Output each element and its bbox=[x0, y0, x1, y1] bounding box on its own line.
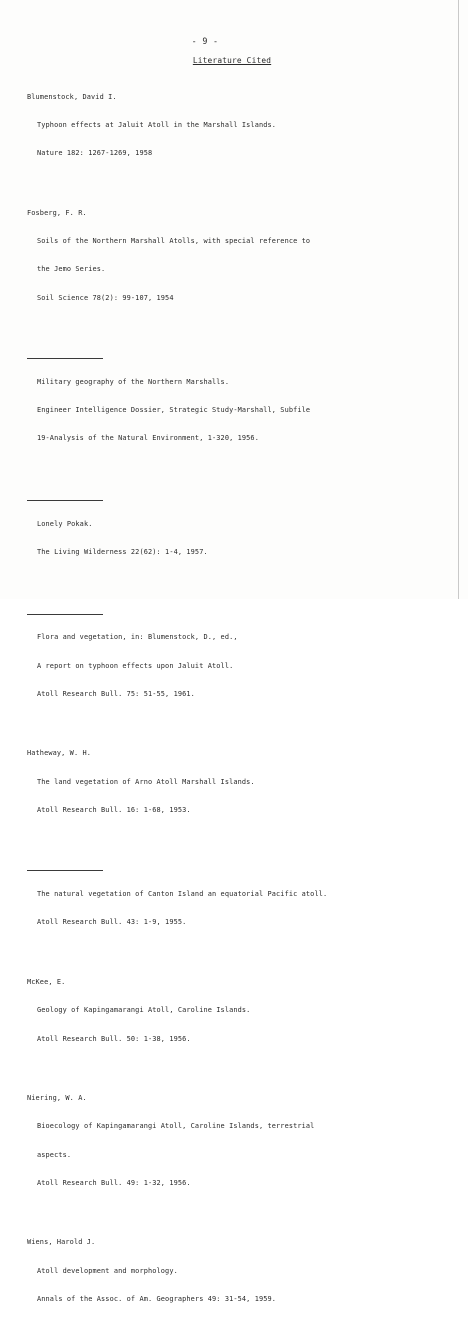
reference-author: Niering, W. A. bbox=[27, 1094, 87, 1103]
same-author-rule bbox=[27, 614, 103, 615]
reference-author: Blumenstock, David I. bbox=[27, 92, 117, 101]
reference-item bbox=[27, 74, 447, 177]
section-title: Literature Cited bbox=[192, 56, 272, 65]
reference-line: Lonely Pokak. bbox=[37, 520, 93, 529]
same-author-rule bbox=[27, 358, 103, 359]
reference-item bbox=[27, 1075, 447, 1207]
reference-author: Hatheway, W. H. bbox=[27, 749, 92, 758]
reference-line: Soil Science 78(2): 99-107, 1954 bbox=[37, 293, 174, 302]
reference-line: Annals of the Assoc. of Am. Geographers 49: 31-54, 1959. bbox=[37, 1294, 277, 1303]
reference-list bbox=[27, 74, 447, 1336]
reference-line: 19-Analysis of the Natural Environment, 1-320, 1956. bbox=[37, 434, 259, 443]
reference-line: The natural vegetation of Canton Island an equatorial Pacific atoll. bbox=[37, 890, 328, 899]
same-author-rule bbox=[27, 500, 103, 501]
reference-author: Fosberg, F. R. bbox=[27, 208, 87, 217]
reference-item bbox=[27, 847, 447, 947]
reference-line: the Jemo Series. bbox=[37, 265, 106, 274]
reference-item bbox=[27, 334, 447, 462]
reference-line: Engineer Intelligence Dossier, Strategic Study-Marshall, Subfile bbox=[37, 406, 311, 415]
reference-line: Atoll development and morphology. bbox=[37, 1266, 178, 1275]
reference-line: Soils of the Northern Marshall Atolls, with special reference to bbox=[37, 237, 311, 246]
reference-line: Atoll Research Bull. 16: 1-68, 1953. bbox=[37, 805, 191, 814]
reference-line: Nature 182: 1267-1269, 1958 bbox=[37, 149, 153, 158]
reference-line: Atoll Research Bull. 49: 1-32, 1956. bbox=[37, 1178, 191, 1187]
page-number: - 9 - bbox=[191, 36, 219, 46]
reference-line: The Living Wilderness 22(62): 1-4, 1957. bbox=[37, 548, 208, 557]
reference-line: Typhoon effects at Jaluit Atoll in the Marshall Islands. bbox=[37, 121, 277, 130]
reference-line: Atoll Research Bull. 50: 1-38, 1956. bbox=[37, 1034, 191, 1043]
reference-line: Military geography of the Northern Marshalls. bbox=[37, 377, 230, 386]
reference-line: A report on typhoon effects upon Jaluit Atoll. bbox=[37, 661, 234, 670]
scan-edge-mark bbox=[458, 0, 459, 599]
reference-line: Atoll Research Bull. 43: 1-9, 1955. bbox=[37, 918, 187, 927]
reference-line: Atoll Research Bull. 75: 51-55, 1961. bbox=[37, 689, 195, 698]
reference-author: Wiens, Harold J. bbox=[27, 1238, 96, 1247]
reference-line: Bioecology of Kapingamarangi Atoll, Caroline Islands, terrestrial bbox=[37, 1122, 315, 1131]
reference-item bbox=[27, 590, 447, 718]
reference-line: The land vegetation of Arno Atoll Marshall Islands. bbox=[37, 777, 255, 786]
reference-item bbox=[27, 190, 447, 322]
reference-item bbox=[27, 731, 447, 834]
reference-line: aspects. bbox=[37, 1150, 72, 1159]
reference-item bbox=[27, 1220, 447, 1323]
same-author-rule bbox=[27, 870, 103, 871]
reference-item bbox=[27, 959, 447, 1062]
reference-line: Flora and vegetation, in: Blumenstock, D., ed., bbox=[37, 633, 238, 642]
reference-line: Geology of Kapingamarangi Atoll, Caroline Islands. bbox=[37, 1006, 251, 1015]
reference-item bbox=[27, 477, 447, 577]
reference-author: McKee, E. bbox=[27, 978, 66, 987]
